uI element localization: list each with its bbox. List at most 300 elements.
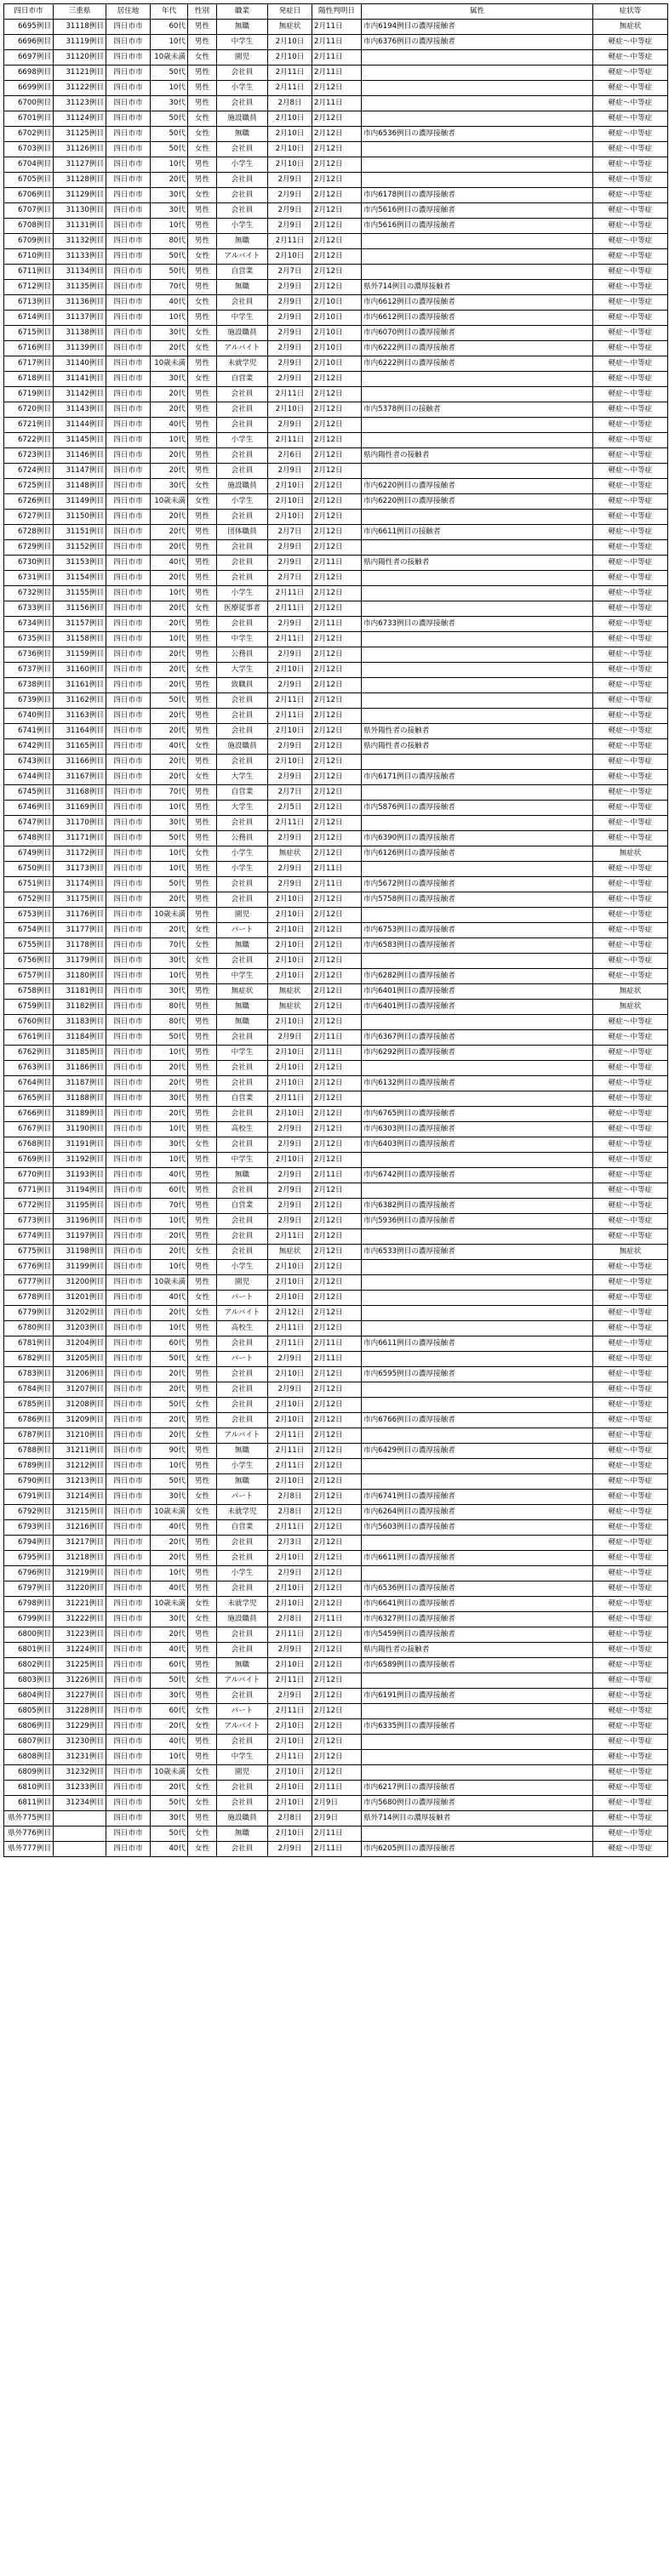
cell-yokkaichi-no: 6749例目 [4, 846, 54, 862]
cell-yokkaichi-no: 6719例目 [4, 387, 54, 402]
table-row [4, 1245, 668, 1260]
cell-residence: 四日市市 [106, 1459, 151, 1474]
header-age: 年代 [151, 4, 188, 20]
table-row [4, 770, 668, 785]
cell-sex: 女性 [188, 1704, 217, 1719]
cell-attribute [362, 908, 593, 923]
cell-age: 10代 [151, 1153, 188, 1168]
cell-residence: 四日市市 [106, 1474, 151, 1490]
table-row [4, 755, 668, 770]
cell-occupation: 会社員 [217, 1796, 268, 1811]
cell-residence: 四日市市 [106, 448, 151, 464]
cell-positive-date: 2月12日 [312, 1015, 362, 1030]
cell-yokkaichi-no: 6696例目 [4, 35, 54, 50]
table-row [4, 219, 668, 234]
table-row [4, 1137, 668, 1153]
cell-onset-date: 2月10日 [268, 1046, 312, 1061]
table-row [4, 1689, 668, 1704]
table-row [4, 831, 668, 846]
cell-sex: 女性 [188, 739, 217, 755]
table-row [4, 1781, 668, 1796]
cell-positive-date: 2月12日 [312, 1566, 362, 1582]
cell-mie-no: 31213例目 [54, 1474, 106, 1490]
cell-symptoms: 軽症～中等症 [593, 862, 668, 877]
cell-occupation: 中学生 [217, 1153, 268, 1168]
cell-symptoms: 軽症～中等症 [593, 341, 668, 356]
cell-onset-date: 2月10日 [268, 1796, 312, 1811]
cell-mie-no: 31179例目 [54, 954, 106, 969]
table-row [4, 1398, 668, 1413]
cell-positive-date: 2月12日 [312, 1153, 362, 1168]
table-row [4, 1551, 668, 1566]
cell-occupation: 会社員 [217, 709, 268, 724]
cell-attribute: 市内6194例目の濃厚接触者 [362, 20, 593, 35]
table-row [4, 556, 668, 571]
cell-age: 20代 [151, 571, 188, 586]
cell-sex: 男性 [188, 1015, 217, 1030]
cell-age: 20代 [151, 1245, 188, 1260]
cell-positive-date: 2月12日 [312, 1673, 362, 1689]
cell-symptoms: 軽症～中等症 [593, 1306, 668, 1321]
cell-positive-date: 2月12日 [312, 1245, 362, 1260]
cell-mie-no: 31228例目 [54, 1704, 106, 1719]
cell-yokkaichi-no: 6787例目 [4, 1428, 54, 1444]
cell-sex: 女性 [188, 663, 217, 678]
cell-occupation: 施設職員 [217, 111, 268, 127]
cell-yokkaichi-no: 6697例目 [4, 50, 54, 66]
cell-sex: 男性 [188, 96, 217, 111]
cell-age: 20代 [151, 1229, 188, 1245]
cell-occupation: 会社員 [217, 892, 268, 908]
cell-yokkaichi-no: 6754例目 [4, 923, 54, 938]
cell-sex: 女性 [188, 127, 217, 142]
cell-positive-date: 2月12日 [312, 1260, 362, 1275]
cell-residence: 四日市市 [106, 66, 151, 81]
cell-symptoms: 軽症～中等症 [593, 142, 668, 157]
cell-residence: 四日市市 [106, 127, 151, 142]
cell-symptoms: 軽症～中等症 [593, 1719, 668, 1735]
cell-mie-no: 31172例目 [54, 846, 106, 862]
cell-positive-date: 2月10日 [312, 311, 362, 326]
cell-positive-date: 2月12日 [312, 1367, 362, 1382]
cell-age: 80代 [151, 1015, 188, 1030]
cell-positive-date: 2月11日 [312, 1612, 362, 1627]
cell-occupation: 無職 [217, 938, 268, 954]
cell-attribute: 市内6612例目の濃厚接触者 [362, 311, 593, 326]
cell-mie-no: 31190例目 [54, 1122, 106, 1137]
cell-attribute [362, 387, 593, 402]
cell-age: 10歳未満 [151, 1275, 188, 1291]
cell-positive-date: 2月12日 [312, 601, 362, 617]
cell-residence: 四日市市 [106, 663, 151, 678]
cell-positive-date: 2月12日 [312, 1398, 362, 1413]
cell-positive-date: 2月12日 [312, 739, 362, 755]
cell-age: 30代 [151, 188, 188, 203]
cell-age: 10代 [151, 35, 188, 50]
cell-attribute: 市内6376例目の濃厚接触者 [362, 35, 593, 50]
cell-mie-no: 31199例目 [54, 1260, 106, 1275]
cell-age: 10代 [151, 1122, 188, 1137]
cell-mie-no: 31227例目 [54, 1689, 106, 1704]
cell-occupation: 無職 [217, 1015, 268, 1030]
cell-symptoms: 軽症～中等症 [593, 265, 668, 280]
cell-occupation: 会社員 [217, 188, 268, 203]
cell-mie-no: 31229例目 [54, 1719, 106, 1735]
cell-sex: 男性 [188, 234, 217, 249]
cell-symptoms: 軽症～中等症 [593, 1566, 668, 1582]
cell-attribute: 市内5616例目の濃厚接触者 [362, 203, 593, 219]
cell-onset-date: 2月9日 [268, 173, 312, 188]
cell-occupation: 自営業 [217, 785, 268, 801]
cell-age: 20代 [151, 341, 188, 356]
cell-mie-no: 31133例目 [54, 249, 106, 265]
cell-occupation: パート [217, 923, 268, 938]
cell-sex: 男性 [188, 831, 217, 846]
cell-onset-date: 2月10日 [268, 479, 312, 494]
cell-onset-date: 2月7日 [268, 525, 312, 540]
cell-symptoms: 軽症～中等症 [593, 908, 668, 923]
cell-positive-date: 2月12日 [312, 1122, 362, 1137]
cell-positive-date: 2月11日 [312, 50, 362, 66]
cell-symptoms: 軽症～中等症 [593, 1842, 668, 1857]
cell-yokkaichi-no: 6738例目 [4, 678, 54, 693]
cell-age: 20代 [151, 173, 188, 188]
cell-residence: 四日市市 [106, 1612, 151, 1627]
cell-age: 70代 [151, 280, 188, 295]
cell-age: 20代 [151, 678, 188, 693]
cell-sex: 男性 [188, 1520, 217, 1536]
cell-positive-date: 2月12日 [312, 1689, 362, 1704]
cell-yokkaichi-no: 6768例目 [4, 1137, 54, 1153]
cell-attribute: 市内6611例目の濃厚接触者 [362, 1551, 593, 1566]
cell-residence: 四日市市 [106, 81, 151, 96]
cell-onset-date: 2月10日 [268, 969, 312, 984]
cell-positive-date: 2月12日 [312, 1107, 362, 1122]
cell-mie-no: 31169例目 [54, 801, 106, 816]
cell-positive-date: 2月11日 [312, 1352, 362, 1367]
cell-mie-no: 31173例目 [54, 862, 106, 877]
cell-onset-date: 2月9日 [268, 647, 312, 663]
cell-onset-date: 2月10日 [268, 402, 312, 418]
cell-sex: 男性 [188, 1046, 217, 1061]
cell-symptoms: 軽症～中等症 [593, 1520, 668, 1536]
cell-onset-date: 2月11日 [268, 1091, 312, 1107]
cell-attribute: 市内6220例目の濃厚接触者 [362, 479, 593, 494]
cell-symptoms: 無症状 [593, 984, 668, 1000]
cell-yokkaichi-no: 6780例目 [4, 1321, 54, 1336]
cell-mie-no: 31197例目 [54, 1229, 106, 1245]
cell-attribute: 市内5876例目の濃厚接触者 [362, 801, 593, 816]
cell-positive-date: 2月11日 [312, 1336, 362, 1352]
cell-sex: 男性 [188, 1444, 217, 1459]
cell-sex: 女性 [188, 372, 217, 387]
cell-mie-no: 31142例目 [54, 387, 106, 402]
table-row [4, 1291, 668, 1306]
cell-occupation: 会社員 [217, 1398, 268, 1413]
cell-onset-date: 2月10日 [268, 1015, 312, 1030]
table-row [4, 1827, 668, 1842]
cell-onset-date: 2月9日 [268, 1566, 312, 1582]
cell-yokkaichi-no: 県外777例目 [4, 1842, 54, 1857]
cell-sex: 女性 [188, 1673, 217, 1689]
cell-onset-date: 無症状 [268, 846, 312, 862]
cell-attribute [362, 464, 593, 479]
cell-yokkaichi-no: 6752例目 [4, 892, 54, 908]
cell-attribute [362, 1735, 593, 1750]
cell-occupation: 会社員 [217, 1582, 268, 1597]
cell-age: 50代 [151, 1352, 188, 1367]
cell-residence: 四日市市 [106, 938, 151, 954]
cell-age: 60代 [151, 20, 188, 35]
cell-symptoms: 軽症～中等症 [593, 1750, 668, 1765]
cell-yokkaichi-no: 6766例目 [4, 1107, 54, 1122]
cell-age: 10代 [151, 81, 188, 96]
cell-attribute: 市内5672例目の濃厚接触者 [362, 877, 593, 892]
cell-sex: 女性 [188, 1597, 217, 1612]
table-row [4, 1643, 668, 1658]
cell-age: 40代 [151, 418, 188, 433]
cell-mie-no: 31191例目 [54, 1137, 106, 1153]
cell-mie-no: 31216例目 [54, 1520, 106, 1536]
cell-age: 40代 [151, 1291, 188, 1306]
cell-residence: 四日市市 [106, 755, 151, 770]
cell-residence: 四日市市 [106, 969, 151, 984]
cell-mie-no: 31187例目 [54, 1076, 106, 1091]
cell-attribute [362, 234, 593, 249]
cell-mie-no: 31170例目 [54, 816, 106, 831]
cell-age: 10代 [151, 157, 188, 173]
cell-sex: 男性 [188, 1030, 217, 1046]
cell-sex: 男性 [188, 556, 217, 571]
cell-age: 10代 [151, 1750, 188, 1765]
cell-residence: 四日市市 [106, 1796, 151, 1811]
cell-onset-date: 2月10日 [268, 1658, 312, 1673]
cell-positive-date: 2月12日 [312, 1765, 362, 1781]
cell-onset-date: 2月9日 [268, 770, 312, 785]
cell-positive-date: 2月11日 [312, 96, 362, 111]
table-row [4, 709, 668, 724]
cell-onset-date: 無症状 [268, 20, 312, 35]
cell-onset-date: 2月11日 [268, 1229, 312, 1245]
table-row [4, 433, 668, 448]
cell-onset-date: 2月10日 [268, 724, 312, 739]
cell-attribute [362, 1750, 593, 1765]
cell-symptoms: 軽症～中等症 [593, 494, 668, 510]
cell-attribute [362, 1183, 593, 1199]
cell-residence: 四日市市 [106, 111, 151, 127]
cell-symptoms: 軽症～中等症 [593, 1229, 668, 1245]
cell-yokkaichi-no: 6791例目 [4, 1490, 54, 1505]
cell-symptoms: 軽症～中等症 [593, 464, 668, 479]
cell-yokkaichi-no: 6809例目 [4, 1765, 54, 1781]
cell-onset-date: 2月10日 [268, 35, 312, 50]
cell-mie-no: 31186例目 [54, 1061, 106, 1076]
cell-attribute [362, 586, 593, 601]
cell-yokkaichi-no: 6736例目 [4, 647, 54, 663]
cell-positive-date: 2月12日 [312, 785, 362, 801]
cell-yokkaichi-no: 6792例目 [4, 1505, 54, 1520]
cell-occupation: 自営業 [217, 1091, 268, 1107]
cell-onset-date: 2月10日 [268, 1153, 312, 1168]
cell-residence: 四日市市 [106, 142, 151, 157]
table-row [4, 1459, 668, 1474]
table-row [4, 1030, 668, 1046]
cell-onset-date: 2月8日 [268, 1811, 312, 1827]
cell-occupation: 会社員 [217, 96, 268, 111]
table-row [4, 1382, 668, 1398]
cell-occupation: 会社員 [217, 1245, 268, 1260]
table-row [4, 1750, 668, 1765]
cell-sex: 女性 [188, 1781, 217, 1796]
cell-positive-date: 2月12日 [312, 1199, 362, 1214]
cell-symptoms: 軽症～中等症 [593, 755, 668, 770]
cell-symptoms: 軽症～中等症 [593, 1673, 668, 1689]
cell-mie-no: 31134例目 [54, 265, 106, 280]
cell-yokkaichi-no: 6695例目 [4, 20, 54, 35]
cell-onset-date: 2月9日 [268, 1352, 312, 1367]
cell-attribute: 県内陽性者の接触者 [362, 556, 593, 571]
cell-occupation: 会社員 [217, 173, 268, 188]
table-row [4, 647, 668, 663]
cell-age: 50代 [151, 1673, 188, 1689]
cell-yokkaichi-no: 6782例目 [4, 1352, 54, 1367]
cell-positive-date: 2月12日 [312, 494, 362, 510]
cell-positive-date: 2月10日 [312, 341, 362, 356]
cell-symptoms: 軽症～中等症 [593, 1490, 668, 1505]
cell-yokkaichi-no: 6757例目 [4, 969, 54, 984]
cell-residence: 四日市市 [106, 1214, 151, 1229]
cell-sex: 女性 [188, 846, 217, 862]
table-row [4, 1275, 668, 1291]
cell-mie-no: 31143例目 [54, 402, 106, 418]
cell-occupation: 会社員 [217, 510, 268, 525]
cell-occupation: 会社員 [217, 617, 268, 632]
cell-sex: 男性 [188, 1750, 217, 1765]
cell-age: 50代 [151, 1474, 188, 1490]
cell-symptoms: 軽症～中等症 [593, 1122, 668, 1137]
cell-residence: 四日市市 [106, 203, 151, 219]
cell-attribute: 市内6171例目の濃厚接触者 [362, 770, 593, 785]
cell-sex: 女性 [188, 1137, 217, 1153]
cell-residence: 四日市市 [106, 1398, 151, 1413]
cell-occupation: 会社員 [217, 816, 268, 831]
cell-occupation: パート [217, 1704, 268, 1719]
cell-attribute: 市内5758例目の濃厚接触者 [362, 892, 593, 908]
cell-attribute: 市内6335例目の濃厚接触者 [362, 1719, 593, 1735]
cell-age: 30代 [151, 984, 188, 1000]
cell-attribute [362, 678, 593, 693]
cell-symptoms: 軽症～中等症 [593, 96, 668, 111]
cell-attribute [362, 785, 593, 801]
cell-attribute [362, 418, 593, 433]
cell-yokkaichi-no: 6797例目 [4, 1582, 54, 1597]
cell-occupation: 会社員 [217, 556, 268, 571]
cell-positive-date: 2月12日 [312, 1459, 362, 1474]
cell-mie-no: 31230例目 [54, 1735, 106, 1750]
table-row [4, 479, 668, 494]
table-row [4, 571, 668, 586]
cell-mie-no: 31206例目 [54, 1367, 106, 1382]
cell-onset-date: 2月11日 [268, 1520, 312, 1536]
cell-age: 30代 [151, 1612, 188, 1627]
cell-occupation: 会社員 [217, 755, 268, 770]
cell-age: 20代 [151, 647, 188, 663]
cell-residence: 四日市市 [106, 402, 151, 418]
cell-attribute [362, 1704, 593, 1719]
cell-mie-no: 31177例目 [54, 923, 106, 938]
cell-occupation: 会社員 [217, 387, 268, 402]
cell-yokkaichi-no: 6711例目 [4, 265, 54, 280]
cell-yokkaichi-no: 6723例目 [4, 448, 54, 464]
cell-mie-no: 31129例目 [54, 188, 106, 203]
cell-age: 30代 [151, 96, 188, 111]
cell-mie-no: 31162例目 [54, 693, 106, 709]
cell-residence: 四日市市 [106, 1750, 151, 1765]
header-sex: 性別 [188, 4, 217, 20]
cell-yokkaichi-no: 6702例目 [4, 127, 54, 142]
cell-mie-no: 31201例目 [54, 1291, 106, 1306]
cell-yokkaichi-no: 6744例目 [4, 770, 54, 785]
cell-sex: 男性 [188, 892, 217, 908]
cell-age: 70代 [151, 785, 188, 801]
cell-positive-date: 2月12日 [312, 954, 362, 969]
cell-yokkaichi-no: 6725例目 [4, 479, 54, 494]
cell-mie-no: 31210例目 [54, 1428, 106, 1444]
cell-yokkaichi-no: 6699例目 [4, 81, 54, 96]
cell-attribute: 市内6611例目の濃厚接触者 [362, 1336, 593, 1352]
cell-residence: 四日市市 [106, 1520, 151, 1536]
cell-mie-no: 31166例目 [54, 755, 106, 770]
cell-onset-date: 2月9日 [268, 295, 312, 311]
cell-attribute [362, 81, 593, 96]
table-row [4, 1260, 668, 1275]
table-row [4, 1153, 668, 1168]
cell-onset-date: 2月10日 [268, 1260, 312, 1275]
cell-sex: 男性 [188, 1214, 217, 1229]
cell-occupation: パート [217, 1291, 268, 1306]
cell-positive-date: 2月12日 [312, 693, 362, 709]
cell-onset-date: 2月11日 [268, 1336, 312, 1352]
cell-occupation: 中学生 [217, 632, 268, 647]
cell-yokkaichi-no: 6750例目 [4, 862, 54, 877]
cell-occupation: 会社員 [217, 1137, 268, 1153]
cell-age: 50代 [151, 1030, 188, 1046]
table-row [4, 1765, 668, 1781]
cell-symptoms: 軽症～中等症 [593, 1076, 668, 1091]
table-row [4, 1704, 668, 1719]
cell-sex: 男性 [188, 66, 217, 81]
cell-yokkaichi-no: 6717例目 [4, 356, 54, 372]
cell-sex: 男性 [188, 1367, 217, 1382]
cell-mie-no: 31184例目 [54, 1030, 106, 1046]
cell-mie-no: 31123例目 [54, 96, 106, 111]
cell-sex: 女性 [188, 494, 217, 510]
cell-symptoms: 軽症～中等症 [593, 1704, 668, 1719]
table-row [4, 1444, 668, 1459]
cell-residence: 四日市市 [106, 1382, 151, 1398]
cell-mie-no: 31204例目 [54, 1336, 106, 1352]
cell-sex: 男性 [188, 356, 217, 372]
cell-sex: 女性 [188, 1505, 217, 1520]
table-row [4, 1490, 668, 1505]
cell-sex: 男性 [188, 1260, 217, 1275]
cell-mie-no: 31136例目 [54, 295, 106, 311]
cell-residence: 四日市市 [106, 1781, 151, 1796]
table-row [4, 1658, 668, 1673]
cell-residence: 四日市市 [106, 1061, 151, 1076]
cell-age: 60代 [151, 1336, 188, 1352]
cell-sex: 女性 [188, 601, 217, 617]
